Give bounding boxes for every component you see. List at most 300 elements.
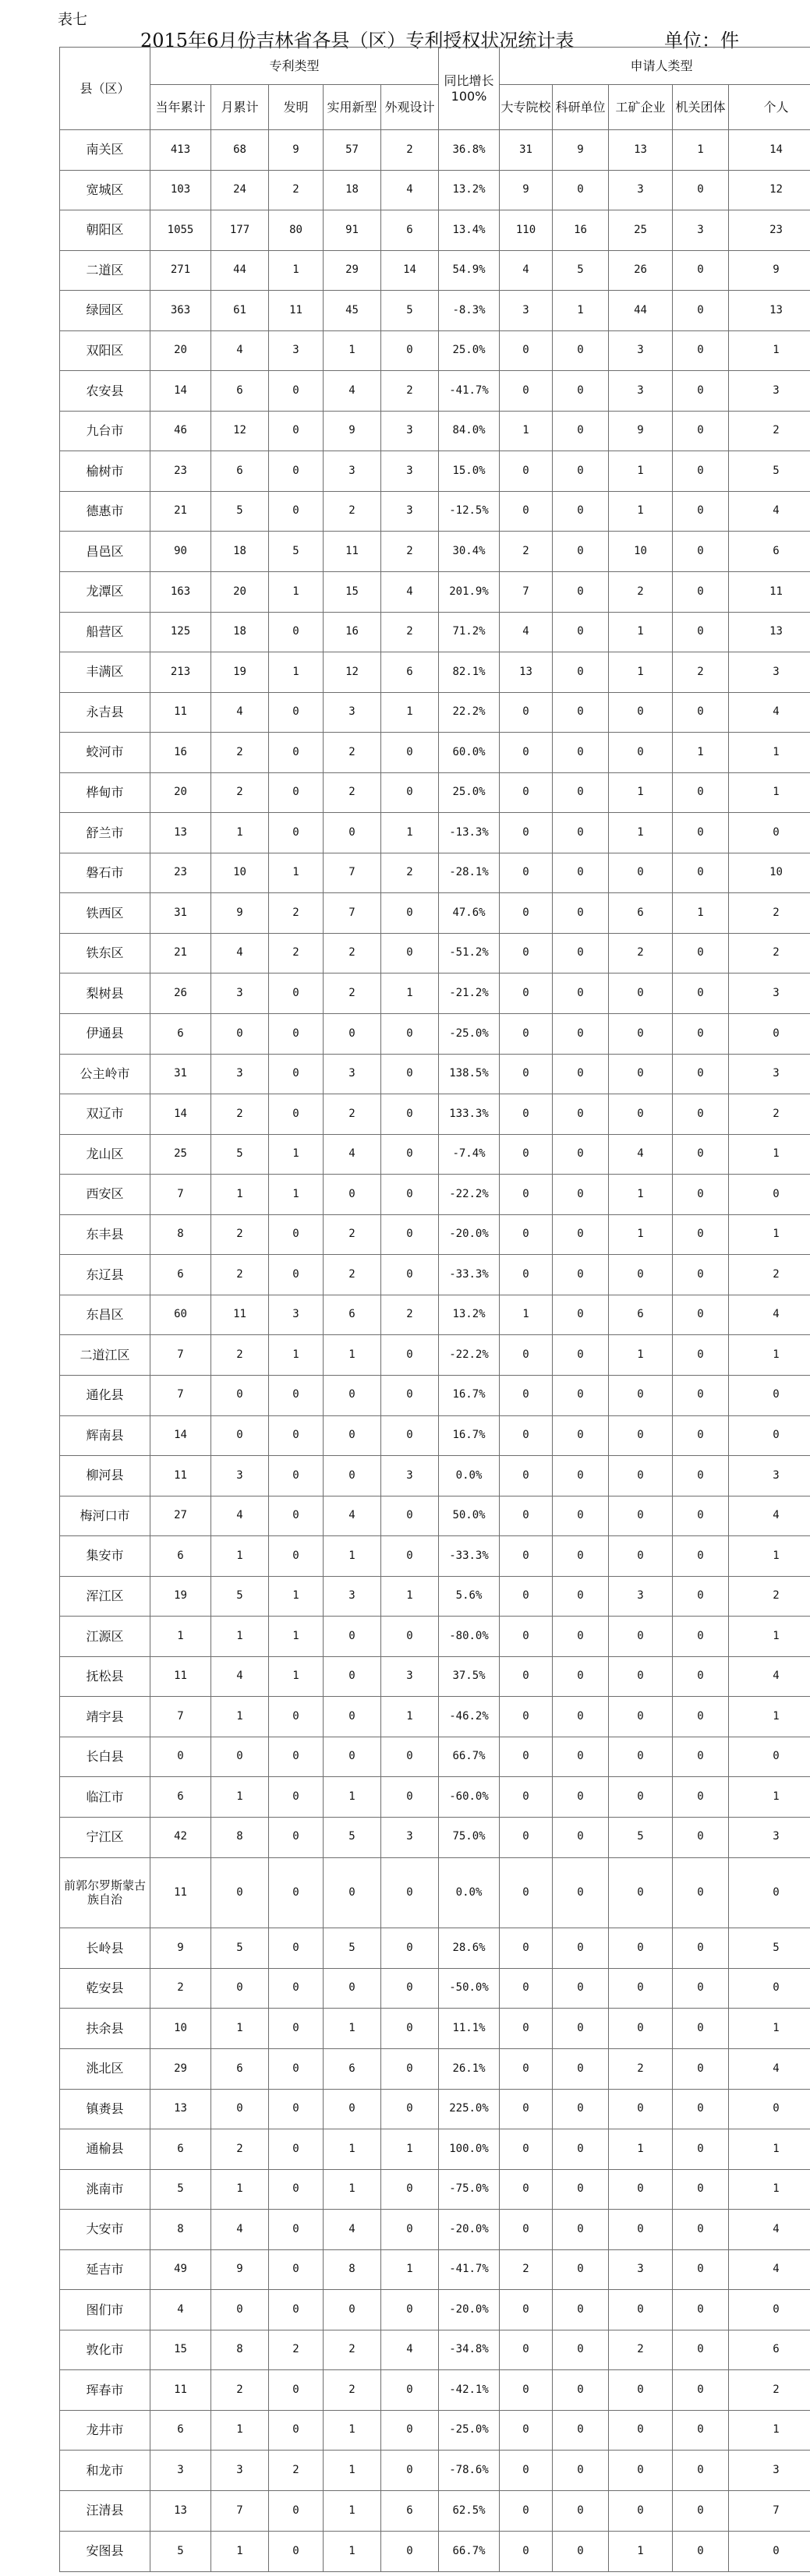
design-cell: 3 xyxy=(381,1656,439,1697)
year-cumulative-cell: 42 xyxy=(150,1817,211,1857)
yoy-growth-cell: -75.0% xyxy=(439,2169,500,2210)
research-institutes-cell: 0 xyxy=(553,2330,609,2370)
yoy-growth-cell: 82.1% xyxy=(439,652,500,693)
institutions-cell: 0 xyxy=(673,1054,729,1094)
year-cumulative-cell: 0 xyxy=(150,1737,211,1777)
invention-cell: 5 xyxy=(269,532,324,572)
table-row xyxy=(60,813,810,853)
institutions-cell: 0 xyxy=(673,2531,729,2571)
table-row xyxy=(60,1214,810,1255)
universities-cell: 0 xyxy=(500,2049,553,2090)
institutions-cell: 0 xyxy=(673,813,729,853)
design-cell: 1 xyxy=(381,1697,439,1737)
universities-cell: 0 xyxy=(500,1415,553,1456)
utility-model-cell: 1 xyxy=(324,2531,381,2571)
month-cumulative-cell: 1 xyxy=(211,813,269,853)
individuals-cell: 13 xyxy=(729,291,810,331)
utility-model-cell: 3 xyxy=(324,451,381,492)
month-cumulative-cell: 8 xyxy=(211,2330,269,2370)
year-cumulative-cell: 14 xyxy=(150,1415,211,1456)
research-institutes-cell: 0 xyxy=(553,371,609,412)
table-row xyxy=(60,1617,810,1657)
universities-cell: 2 xyxy=(500,2249,553,2290)
enterprises-cell: 0 xyxy=(609,733,673,773)
yoy-growth-cell: 28.6% xyxy=(439,1928,500,1969)
enterprises-cell: 10 xyxy=(609,532,673,572)
universities-cell: 0 xyxy=(500,1928,553,1969)
research-institutes-cell: 1 xyxy=(553,291,609,331)
universities-cell: 1 xyxy=(500,411,553,451)
individuals-cell: 14 xyxy=(729,130,810,171)
utility-model-cell: 2 xyxy=(324,1255,381,1295)
table-row xyxy=(60,1014,810,1055)
institutions-cell: 0 xyxy=(673,2169,729,2210)
month-cumulative-cell: 5 xyxy=(211,1576,269,1617)
table-row xyxy=(60,2249,810,2290)
utility-model-cell: 0 xyxy=(324,1697,381,1737)
research-institutes-cell: 0 xyxy=(553,813,609,853)
invention-cell: 0 xyxy=(269,772,324,813)
county-name-cell: 延吉市 xyxy=(60,2249,150,2290)
invention-cell: 0 xyxy=(269,1857,324,1928)
invention-cell: 1 xyxy=(269,1335,324,1376)
county-name-cell: 通榆县 xyxy=(60,2129,150,2170)
institutions-cell: 0 xyxy=(673,371,729,412)
month-cumulative-cell: 0 xyxy=(211,1375,269,1415)
individuals-cell: 1 xyxy=(729,2169,810,2210)
table-row xyxy=(60,2491,810,2532)
design-cell: 3 xyxy=(381,451,439,492)
table-row xyxy=(60,451,810,492)
county-name-cell: 永吉县 xyxy=(60,692,150,733)
month-cumulative-cell: 2 xyxy=(211,2370,269,2411)
utility-model-cell: 1 xyxy=(324,2169,381,2210)
year-cumulative-cell: 8 xyxy=(150,1214,211,1255)
invention-cell: 0 xyxy=(269,2370,324,2411)
design-cell: 3 xyxy=(381,1817,439,1857)
invention-cell: 1 xyxy=(269,1617,324,1657)
county-name-cell: 梨树县 xyxy=(60,974,150,1014)
year-cumulative-cell: 10 xyxy=(150,2009,211,2049)
invention-cell: 2 xyxy=(269,933,324,974)
institutions-cell: 0 xyxy=(673,1536,729,1577)
month-cumulative-cell: 2 xyxy=(211,733,269,773)
institutions-cell: 3 xyxy=(673,210,729,251)
universities-cell: 0 xyxy=(500,2129,553,2170)
individuals-cell: 1 xyxy=(729,1777,810,1818)
table-row xyxy=(60,1857,810,1928)
year-cumulative-cell: 7 xyxy=(150,1697,211,1737)
enterprises-cell: 6 xyxy=(609,1295,673,1335)
month-cumulative-cell: 5 xyxy=(211,1928,269,1969)
table-row xyxy=(60,2451,810,2491)
design-cell: 1 xyxy=(381,1576,439,1617)
year-cumulative-cell: 25 xyxy=(150,1134,211,1175)
universities-cell: 0 xyxy=(500,1175,553,1215)
year-cumulative-cell: 11 xyxy=(150,1857,211,1928)
individuals-cell: 3 xyxy=(729,371,810,412)
individuals-cell: 2 xyxy=(729,1094,810,1135)
utility-model-cell: 1 xyxy=(324,1777,381,1818)
invention-cell: 0 xyxy=(269,692,324,733)
yoy-growth-cell: 50.0% xyxy=(439,1496,500,1536)
enterprises-cell: 0 xyxy=(609,2169,673,2210)
research-institutes-cell: 0 xyxy=(553,2410,609,2451)
enterprises-cell: 2 xyxy=(609,2330,673,2370)
research-institutes-cell: 0 xyxy=(553,933,609,974)
table-row xyxy=(60,1697,810,1737)
utility-model-cell: 29 xyxy=(324,250,381,291)
institutions-cell: 0 xyxy=(673,1817,729,1857)
county-name-cell: 珲春市 xyxy=(60,2370,150,2411)
institutions-cell: 0 xyxy=(673,250,729,291)
yoy-growth-cell: -28.1% xyxy=(439,853,500,893)
individuals-cell: 0 xyxy=(729,2089,810,2129)
individuals-cell: 3 xyxy=(729,1054,810,1094)
individuals-cell: 6 xyxy=(729,532,810,572)
table-row xyxy=(60,1134,810,1175)
table-row xyxy=(60,2531,810,2571)
year-cumulative-cell: 49 xyxy=(150,2249,211,2290)
utility-model-cell: 0 xyxy=(324,1014,381,1055)
county-name-cell: 集安市 xyxy=(60,1536,150,1577)
research-institutes-cell: 0 xyxy=(553,1697,609,1737)
design-cell: 2 xyxy=(381,612,439,652)
month-cumulative-cell: 3 xyxy=(211,1054,269,1094)
universities-cell: 0 xyxy=(500,1968,553,2009)
month-cumulative-cell: 3 xyxy=(211,2451,269,2491)
individuals-cell: 3 xyxy=(729,652,810,693)
county-name-cell: 西安区 xyxy=(60,1175,150,1215)
invention-cell: 1 xyxy=(269,853,324,893)
county-name-cell: 蛟河市 xyxy=(60,733,150,773)
invention-cell: 0 xyxy=(269,813,324,853)
county-name-cell: 扶余县 xyxy=(60,2009,150,2049)
utility-model-cell: 0 xyxy=(324,1375,381,1415)
research-institutes-cell: 0 xyxy=(553,1175,609,1215)
month-cumulative-cell: 1 xyxy=(211,1617,269,1657)
design-cell: 4 xyxy=(381,572,439,613)
enterprises-cell: 25 xyxy=(609,210,673,251)
yoy-growth-cell: -60.0% xyxy=(439,1777,500,1818)
yoy-growth-cell: 75.0% xyxy=(439,1817,500,1857)
universities-cell: 3 xyxy=(500,291,553,331)
enterprises-cell: 0 xyxy=(609,2009,673,2049)
invention-cell: 0 xyxy=(269,1375,324,1415)
research-institutes-cell: 0 xyxy=(553,1214,609,1255)
individuals-cell: 4 xyxy=(729,1656,810,1697)
utility-model-cell: 15 xyxy=(324,572,381,613)
institutions-cell: 0 xyxy=(673,1617,729,1657)
research-institutes-cell: 0 xyxy=(553,1255,609,1295)
year-cumulative-cell: 6 xyxy=(150,2410,211,2451)
utility-model-cell: 3 xyxy=(324,692,381,733)
universities-cell: 0 xyxy=(500,1255,553,1295)
utility-model-cell: 2 xyxy=(324,1094,381,1135)
individuals-cell: 1 xyxy=(729,1134,810,1175)
institutions-cell: 0 xyxy=(673,974,729,1014)
month-cumulative-cell: 18 xyxy=(211,532,269,572)
table-row xyxy=(60,1817,810,1857)
year-cumulative-cell: 11 xyxy=(150,692,211,733)
utility-model-cell: 1 xyxy=(324,2491,381,2532)
year-cumulative-cell: 363 xyxy=(150,291,211,331)
yoy-growth-cell: -51.2% xyxy=(439,933,500,974)
year-cumulative-cell: 60 xyxy=(150,1295,211,1335)
utility-model-cell: 1 xyxy=(324,2410,381,2451)
table-row xyxy=(60,250,810,291)
universities-cell: 0 xyxy=(500,2009,553,2049)
design-cell: 1 xyxy=(381,2129,439,2170)
yoy-growth-cell: -80.0% xyxy=(439,1617,500,1657)
design-cell: 0 xyxy=(381,2089,439,2129)
month-cumulative-cell: 7 xyxy=(211,2491,269,2532)
yoy-growth-cell: -33.3% xyxy=(439,1255,500,1295)
month-cumulative-cell: 5 xyxy=(211,1134,269,1175)
yoy-growth-cell: -46.2% xyxy=(439,1697,500,1737)
header-yoy-growth: 同比增长100% xyxy=(439,48,500,130)
universities-cell: 0 xyxy=(500,1536,553,1577)
research-institutes-cell: 0 xyxy=(553,1817,609,1857)
enterprises-cell: 0 xyxy=(609,692,673,733)
yoy-growth-cell: 0.0% xyxy=(439,1857,500,1928)
invention-cell: 2 xyxy=(269,170,324,210)
county-name-cell: 辉南县 xyxy=(60,1415,150,1456)
enterprises-cell: 6 xyxy=(609,893,673,934)
universities-cell: 0 xyxy=(500,2169,553,2210)
utility-model-cell: 5 xyxy=(324,1928,381,1969)
yoy-growth-cell: -7.4% xyxy=(439,1134,500,1175)
year-cumulative-cell: 23 xyxy=(150,853,211,893)
yoy-growth-cell: 66.7% xyxy=(439,2531,500,2571)
year-cumulative-cell: 31 xyxy=(150,1054,211,1094)
county-name-cell: 长岭县 xyxy=(60,1928,150,1969)
design-cell: 0 xyxy=(381,1415,439,1456)
table-row xyxy=(60,2290,810,2330)
year-cumulative-cell: 23 xyxy=(150,451,211,492)
year-cumulative-cell: 6 xyxy=(150,1014,211,1055)
year-cumulative-cell: 14 xyxy=(150,371,211,412)
enterprises-cell: 0 xyxy=(609,1415,673,1456)
month-cumulative-cell: 3 xyxy=(211,974,269,1014)
individuals-cell: 23 xyxy=(729,210,810,251)
utility-model-cell: 4 xyxy=(324,2210,381,2250)
table-row xyxy=(60,2129,810,2170)
universities-cell: 0 xyxy=(500,1656,553,1697)
county-name-cell: 前郭尔罗斯蒙古族自治 xyxy=(60,1857,150,1928)
individuals-cell: 1 xyxy=(729,1335,810,1376)
invention-cell: 0 xyxy=(269,1817,324,1857)
utility-model-cell: 7 xyxy=(324,853,381,893)
invention-cell: 0 xyxy=(269,2531,324,2571)
yoy-growth-cell: 37.5% xyxy=(439,1656,500,1697)
design-cell: 6 xyxy=(381,210,439,251)
universities-cell: 0 xyxy=(500,491,553,532)
year-cumulative-cell: 13 xyxy=(150,2089,211,2129)
month-cumulative-cell: 2 xyxy=(211,772,269,813)
month-cumulative-cell: 6 xyxy=(211,451,269,492)
month-cumulative-cell: 4 xyxy=(211,1656,269,1697)
table-row xyxy=(60,1255,810,1295)
institutions-cell: 0 xyxy=(673,612,729,652)
enterprises-cell: 2 xyxy=(609,933,673,974)
individuals-cell: 9 xyxy=(729,250,810,291)
county-name-cell: 二道江区 xyxy=(60,1335,150,1376)
universities-cell: 0 xyxy=(500,1375,553,1415)
universities-cell: 0 xyxy=(500,1496,553,1536)
institutions-cell: 0 xyxy=(673,1134,729,1175)
individuals-cell: 1 xyxy=(729,1697,810,1737)
universities-cell: 0 xyxy=(500,772,553,813)
universities-cell: 0 xyxy=(500,2210,553,2250)
yoy-growth-cell: 30.4% xyxy=(439,532,500,572)
research-institutes-cell: 0 xyxy=(553,170,609,210)
county-name-cell: 敦化市 xyxy=(60,2330,150,2370)
county-name-cell: 东辽县 xyxy=(60,1255,150,1295)
invention-cell: 80 xyxy=(269,210,324,251)
county-name-cell: 船营区 xyxy=(60,612,150,652)
utility-model-cell: 1 xyxy=(324,2009,381,2049)
month-cumulative-cell: 4 xyxy=(211,1496,269,1536)
institutions-cell: 0 xyxy=(673,2290,729,2330)
year-cumulative-cell: 6 xyxy=(150,1536,211,1577)
research-institutes-cell: 0 xyxy=(553,1375,609,1415)
utility-model-cell: 2 xyxy=(324,772,381,813)
enterprises-cell: 5 xyxy=(609,1817,673,1857)
design-cell: 4 xyxy=(381,2330,439,2370)
month-cumulative-cell: 1 xyxy=(211,1175,269,1215)
year-cumulative-cell: 7 xyxy=(150,1175,211,1215)
table-row xyxy=(60,652,810,693)
invention-cell: 2 xyxy=(269,2330,324,2370)
universities-cell: 0 xyxy=(500,893,553,934)
invention-cell: 11 xyxy=(269,291,324,331)
invention-cell: 0 xyxy=(269,2169,324,2210)
design-cell: 3 xyxy=(381,411,439,451)
enterprises-cell: 3 xyxy=(609,371,673,412)
universities-cell: 0 xyxy=(500,1857,553,1928)
invention-cell: 0 xyxy=(269,733,324,773)
utility-model-cell: 57 xyxy=(324,130,381,171)
year-cumulative-cell: 27 xyxy=(150,1496,211,1536)
universities-cell: 0 xyxy=(500,2290,553,2330)
invention-cell: 0 xyxy=(269,612,324,652)
universities-cell: 0 xyxy=(500,974,553,1014)
individuals-cell: 0 xyxy=(729,1175,810,1215)
universities-cell: 2 xyxy=(500,532,553,572)
year-cumulative-cell: 5 xyxy=(150,2531,211,2571)
research-institutes-cell: 0 xyxy=(553,2129,609,2170)
institutions-cell: 0 xyxy=(673,1175,729,1215)
year-cumulative-cell: 20 xyxy=(150,330,211,371)
yoy-growth-cell: -22.2% xyxy=(439,1335,500,1376)
enterprises-cell: 0 xyxy=(609,1094,673,1135)
table-row xyxy=(60,2169,810,2210)
invention-cell: 3 xyxy=(269,1295,324,1335)
header-individuals: 个人 xyxy=(729,85,810,130)
month-cumulative-cell: 1 xyxy=(211,1697,269,1737)
institutions-cell: 0 xyxy=(673,451,729,492)
invention-cell: 2 xyxy=(269,2451,324,2491)
patent-statistics-table xyxy=(59,47,810,2572)
month-cumulative-cell: 4 xyxy=(211,692,269,733)
table-row xyxy=(60,1375,810,1415)
research-institutes-cell: 0 xyxy=(553,2049,609,2090)
universities-cell: 0 xyxy=(500,813,553,853)
individuals-cell: 4 xyxy=(729,1295,810,1335)
table-row xyxy=(60,1054,810,1094)
individuals-cell: 2 xyxy=(729,1576,810,1617)
research-institutes-cell: 0 xyxy=(553,1968,609,2009)
design-cell: 0 xyxy=(381,1134,439,1175)
design-cell: 3 xyxy=(381,1456,439,1496)
utility-model-cell: 4 xyxy=(324,1496,381,1536)
table-row xyxy=(60,1496,810,1536)
utility-model-cell: 0 xyxy=(324,1737,381,1777)
individuals-cell: 10 xyxy=(729,853,810,893)
utility-model-cell: 2 xyxy=(324,933,381,974)
institutions-cell: 0 xyxy=(673,411,729,451)
institutions-cell: 0 xyxy=(673,532,729,572)
year-cumulative-cell: 20 xyxy=(150,772,211,813)
enterprises-cell: 1 xyxy=(609,813,673,853)
research-institutes-cell: 0 xyxy=(553,1054,609,1094)
design-cell: 1 xyxy=(381,974,439,1014)
enterprises-cell: 0 xyxy=(609,1656,673,1697)
enterprises-cell: 0 xyxy=(609,1014,673,1055)
utility-model-cell: 3 xyxy=(324,1576,381,1617)
yoy-growth-cell: 13.2% xyxy=(439,1295,500,1335)
utility-model-cell: 0 xyxy=(324,1617,381,1657)
year-cumulative-cell: 9 xyxy=(150,1928,211,1969)
year-cumulative-cell: 6 xyxy=(150,1777,211,1818)
universities-cell: 0 xyxy=(500,1737,553,1777)
invention-cell: 0 xyxy=(269,1496,324,1536)
individuals-cell: 0 xyxy=(729,1375,810,1415)
invention-cell: 0 xyxy=(269,1928,324,1969)
enterprises-cell: 0 xyxy=(609,2410,673,2451)
enterprises-cell: 0 xyxy=(609,2451,673,2491)
yoy-growth-cell: -21.2% xyxy=(439,974,500,1014)
design-cell: 1 xyxy=(381,813,439,853)
yoy-growth-cell: -13.3% xyxy=(439,813,500,853)
table-row xyxy=(60,1656,810,1697)
table-row xyxy=(60,1777,810,1818)
enterprises-cell: 13 xyxy=(609,130,673,171)
individuals-cell: 0 xyxy=(729,1014,810,1055)
yoy-growth-cell: -8.3% xyxy=(439,291,500,331)
individuals-cell: 4 xyxy=(729,2249,810,2290)
yoy-growth-cell: 54.9% xyxy=(439,250,500,291)
county-name-cell: 九台市 xyxy=(60,411,150,451)
year-cumulative-cell: 7 xyxy=(150,1335,211,1376)
enterprises-cell: 0 xyxy=(609,2290,673,2330)
year-cumulative-cell: 11 xyxy=(150,1456,211,1496)
table-row xyxy=(60,612,810,652)
enterprises-cell: 1 xyxy=(609,1335,673,1376)
research-institutes-cell: 0 xyxy=(553,1014,609,1055)
institutions-cell: 0 xyxy=(673,1295,729,1335)
table-row xyxy=(60,411,810,451)
county-name-cell: 乾安县 xyxy=(60,1968,150,2009)
year-cumulative-cell: 19 xyxy=(150,1576,211,1617)
universities-cell: 0 xyxy=(500,1134,553,1175)
year-cumulative-cell: 163 xyxy=(150,572,211,613)
research-institutes-cell: 0 xyxy=(553,1295,609,1335)
yoy-growth-cell: 22.2% xyxy=(439,692,500,733)
year-cumulative-cell: 13 xyxy=(150,2491,211,2532)
design-cell: 2 xyxy=(381,1295,439,1335)
